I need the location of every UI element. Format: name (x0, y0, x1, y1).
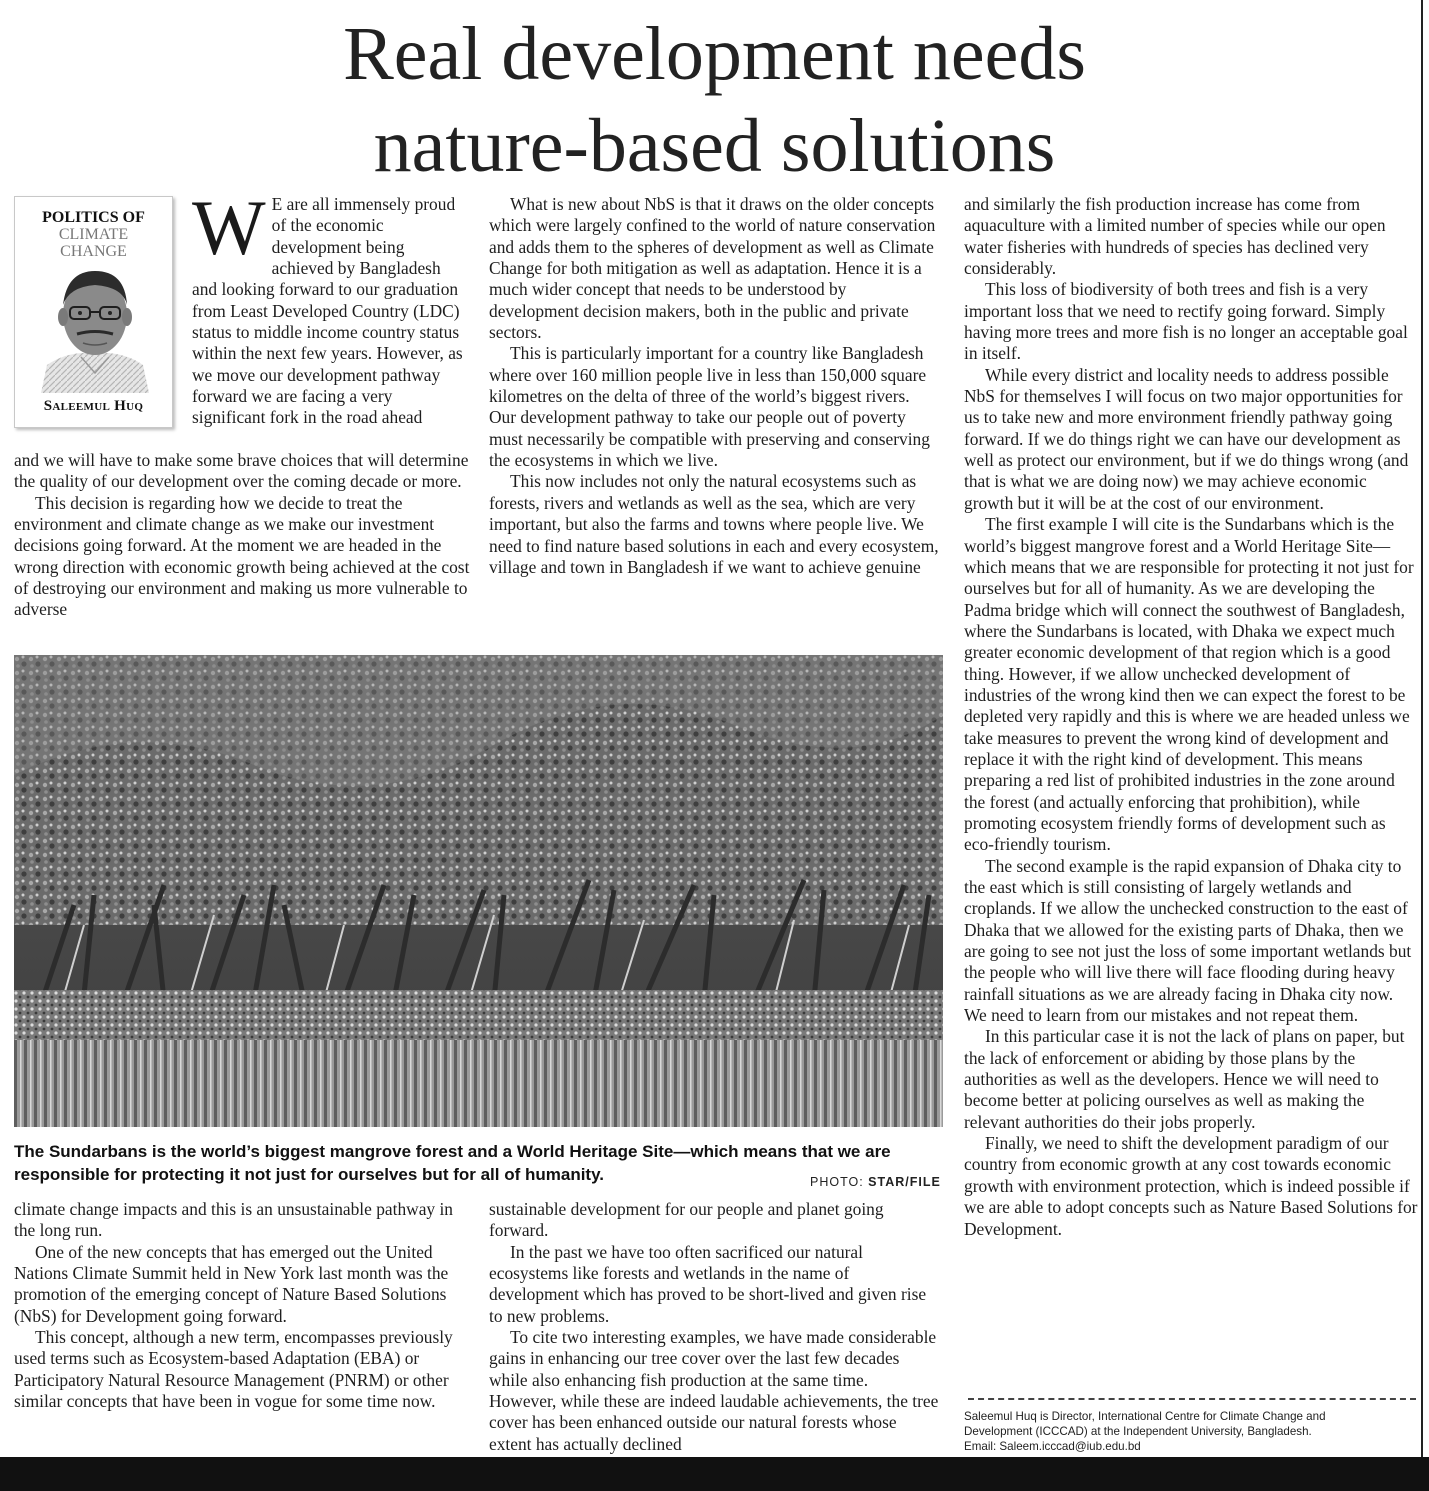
headline-line-2: nature-based solutions (373, 104, 1056, 188)
credit-prefix: PHOTO: (810, 1175, 869, 1189)
paragraph-continued: and similarly the fish production increase has come from aquaculture with a limited number of species while our open water fisheries with hundreds of species has declined very considerably. (964, 194, 1386, 279)
author-name: Saleemul Huq (43, 398, 144, 414)
paragraph: In this particular case it is not the lack of plans on paper, but the lack of enforcement or abiding by those plans by the authorities as well as the developers. Hence we will need to become better at policing ourselves as well as making the relevant authorities do their jobs properly. (964, 1026, 1405, 1132)
kicker-line-2: CLIMATE (58, 226, 129, 243)
paragraph: In the past we have too often sacrificed our natural ecosystems like forests and wetlands in the name of development which has proved to be short-lived and given rise to new problems. (489, 1241, 927, 1326)
headline-line-1: Real development needs (343, 12, 1086, 96)
bio-line-1: Saleemul Huq is Director, International Centre for Climate Change and (964, 1410, 1326, 1423)
bio-divider (968, 1398, 1416, 1400)
paragraph: This is particularly important for a country like Bangladesh where over 160 million people live in less than 150,000 square kilometres on the delta of three of the world’s biggest rivers. Our development pathway to take our people out of poverty must necessarily be compatible with preserving and conserving the ecosystems in which we live. (489, 343, 930, 471)
paragraph: One of the new concepts that has emerged out the United Nations Climate Summit held in New York last month was the promotion of the emerging concept of Nature Based Solutions (NbS) for Development going forward. (14, 1241, 449, 1326)
paragraph: This now includes not only the natural ecosystems such as forests, rivers and wetlands as well as the sea, which are very important, but also the farms and towns where people live. We need to find nature based solutions in each and every ecosystem, village and town in Bangladesh if we want to achieve genuine (489, 471, 939, 577)
column-3 (964, 194, 1419, 1240)
page-edge-rule (1421, 0, 1423, 1457)
intro-continued: and we will have to make some brave choices that will determine the quality of our development over the coming decade or more. (14, 450, 469, 492)
bio-email: Email: Saleem.icccad@iub.edu.bd (964, 1440, 1141, 1453)
kicker-line-3: CHANGE (60, 243, 127, 260)
paragraph: Finally, we need to shift the development paradigm of our country from economic growth at any cost towards economic growth with environment protection, which is indeed possible if we are able to adopt concepts such as Nature Based Solutions for Development. (964, 1133, 1418, 1239)
column-1-bottom (14, 1199, 472, 1412)
paragraph: This decision is regarding how we decide to treat the environment and climate change as we make our investment decisions going forward. At the moment we are headed in the wrong direction with economic growth being achieved at the cost of destroying our environment and making us more vulnerable to adverse (14, 492, 470, 620)
column-2-top (489, 194, 939, 578)
kicker-line-1: POLITICS OF (42, 209, 145, 226)
column-2-bottom (489, 1199, 939, 1455)
credit-source: STAR/FILE (868, 1175, 941, 1189)
paragraph: The second example is the rapid expansion of Dhaka city to the east which is still consisting of largely wetlands and croplands. If we allow the unchecked construction to the east of Dhaka that we allowed for the existing parts of Dhaka, then we are going to see not just the loss of some important wetlands but the people who will live there will face flooding during heavy rainfall situations as we are already facing in Dhaka city now. We need to learn from our mistakes and not repeat them. (964, 855, 1412, 1026)
sundarbans-photo (14, 655, 943, 1127)
paragraph: This loss of biodiversity of both trees and fish is a very important loss that we need to rectify going forward. Simply having more trees and more fish is no longer an acceptable goal in itself. (964, 279, 1408, 364)
author-portrait (37, 261, 153, 393)
paragraph: To cite two interesting examples, we have made considerable gains in enhancing our tree cover over the last few decades while also enhancing fish production at the same time. However, while these are indeed laudable achievements, the tree cover has been enhanced outside our natural forests whose extent has actually declined (489, 1327, 939, 1454)
paragraph: The first example I will cite is the Sundarbans which is the world’s biggest mangrove forest and a World Heritage Site—which means that we are responsible for protecting it not just for ourselves but for all of humanity. As we are developing the Padma bridge which will connect the southwest of Bangladesh, where the Sundarbans is located, with Dhaka we expect much greater economic development of that region which is a good thing. However, if we allow unchecked development of industries of the wrong kind then we can expect the forest to be depleted very rapidly and this is where we are headed unless we take measures to prevent the wrong kind of development and replace it with the right kind of development. This means preparing a red list of prohibited industries in the zone around the forest (and actually enforcing that prohibition), while promoting ecosystem friendly forms of development such as eco-friendly tourism. (964, 514, 1414, 855)
author-bio (964, 1409, 1416, 1454)
photo-credit (810, 1175, 941, 1189)
column-kicker (15, 209, 172, 260)
column-author-box (14, 196, 173, 428)
photo-caption: The Sundarbans is the world’s biggest mangrove forest and a World Heritage Site—which means that we are responsible for protecting it not just for ourselves but for all of humanity. (14, 1142, 891, 1184)
drop-cap: W (192, 184, 266, 271)
paragraph: This concept, although a new term, encompasses previously used terms such as Ecosystem-based Adaptation (EBA) or Participatory Natural Resource Management (PNRM) or other similar concepts that have been in vogue for some time now. (14, 1327, 453, 1412)
paragraph-continued: climate change impacts and this is an unsustainable pathway in the long run. (14, 1199, 453, 1241)
bio-line-2: Development (ICCCAD) at the Independent University, Bangladesh. (964, 1425, 1312, 1438)
paragraph: What is new about NbS is that it draws on the older concepts which were largely confined to the world of nature conservation and adds them to the spheres of development as well as Climate Change for both mitigation as well as adaptation. Hence it is a much wider concept that needs to be understood by development decision makers, both in the public and private sectors. (489, 194, 936, 343)
paragraph-continued: sustainable development for our people and planet going forward. (489, 1199, 884, 1241)
scan-bottom-border (0, 1457, 1429, 1491)
intro-paragraph: E are all immensely proud of the economic development being achieved by Bangladesh and looking forward to our graduation from Least Developed Country (LDC) status to middle income country status within the next few years. However, as we move our development pathway forward we are facing a very significant fork in the road ahead (192, 194, 463, 428)
paragraph: While every district and locality needs to address possible NbS for themselves I will focus on two major opportunities for us to take new and more environment friendly pathway going forward. If we do things right we can have our development as well as protect our environment, but if we do things wrong (and that is what we are doing now) we may achieve economic growth but it will be at the cost of our environment. (964, 364, 1409, 513)
headline (0, 8, 1429, 192)
article-intro (192, 184, 470, 429)
column-1-top (14, 450, 472, 621)
